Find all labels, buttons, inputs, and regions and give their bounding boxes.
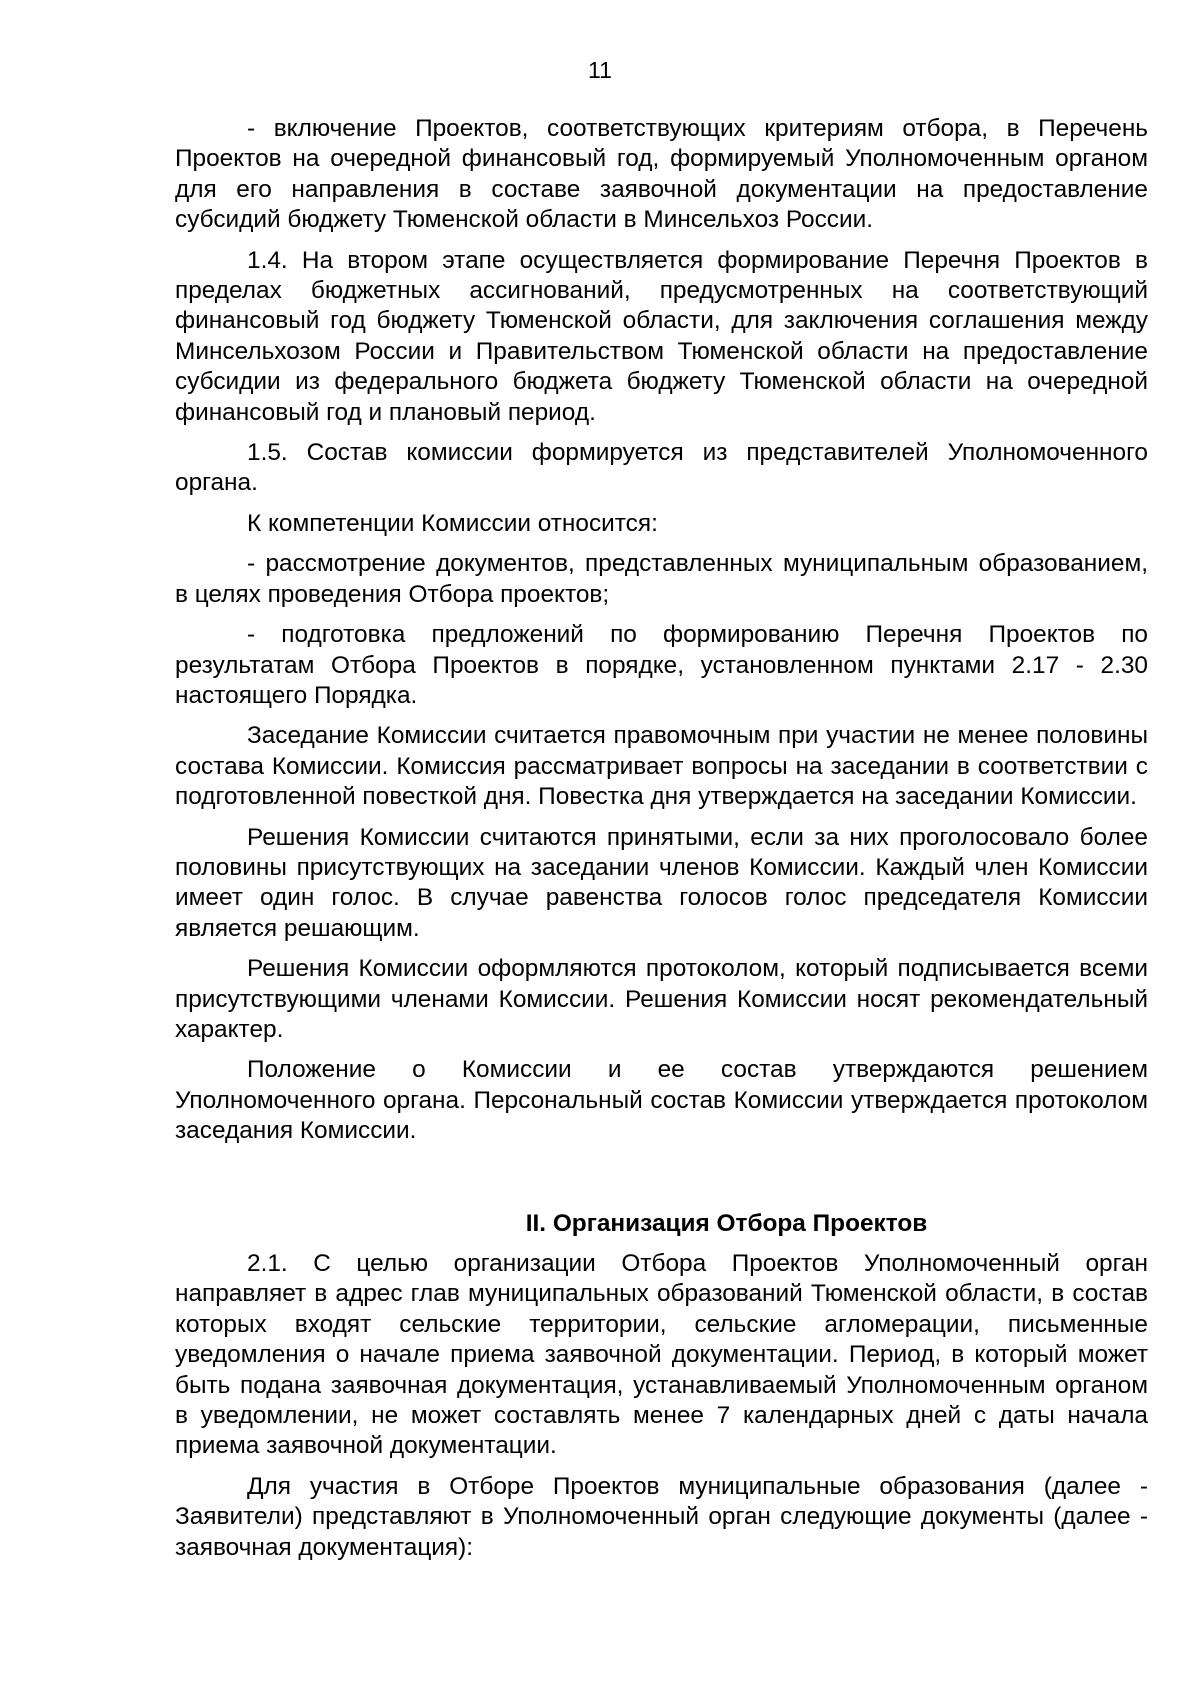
paragraph-quorum: Заседание Комиссии считается правомочным при участии не менее половины состава Комиссии. Комиссия рассматривает вопросы на заседании в соответствии с подготовленной повесткой дня. Повестка дня утверждается на заседании Комиссии. xyxy=(175,722,1148,811)
paragraph-commission-regulation: Положение о Комиссии и ее состав утверждаются решением Уполномоченного органа. Персональный состав Комиссии утверждается протоколом заседания Комиссии. xyxy=(175,1056,1148,1145)
paragraph-competence-intro: К компетенции Комиссии относится: xyxy=(247,509,658,537)
paragraph-competence-proposals: - подготовка предложений по формированию Перечня Проектов по результатам Отбора Проектов в порядке, установленном пунктами 2.17 - 2.30 настоящего Порядка. xyxy=(175,621,1148,709)
paragraph-2-1: 2.1. С целью организации Отбора Проектов Уполномоченный орган направляет в адрес глав муниципальных образований Тюменской области, в состав которых входят сельские территории, сельские агломерации, письменные уведомления о начале приема заявочной документации. Период, в который может быть подана заявочная документация, устанавливаемый Уполномоченным органом в уведомлении, не может составлять менее 7 календарных дней с даты начала приема заявочной документации. xyxy=(175,1250,1148,1460)
page-number: 11 xyxy=(588,57,612,83)
paragraph-competence-review: - рассмотрение документов, представленных муниципальным образованием, в целях проведения Отбора проектов; xyxy=(175,550,1148,608)
paragraph-1-5: 1.5. Состав комиссии формируется из представителей Уполномоченного органа. xyxy=(175,439,1148,497)
section-heading: II. Организация Отбора Проектов xyxy=(525,1209,928,1237)
paragraph-participation: Для участия в Отборе Проектов муниципальные образования (далее - Заявители) представляют в Уполномоченный орган следующие документы (далее - заявочная документация): xyxy=(175,1472,1148,1561)
paragraph-criteria-inclusion: - включение Проектов, соответствующих критериям отбора, в Перечень Проектов на очередной финансовый год, формируемый Уполномоченным органом для его направления в составе заявочной документации на предоставление субсидий бюджету Тюменской области в Минсельхоз России. xyxy=(175,115,1148,234)
paragraph-decisions-voting: Решения Комиссии считаются принятыми, если за них проголосовало более половины присутствующих на заседании членов Комиссии. Каждый член Комиссии имеет один голос. В случае равенства голосов голос председателя Комиссии является решающим. xyxy=(175,823,1148,942)
paragraph-1-4: 1.4. На втором этапе осуществляется формирование Перечня Проектов в пределах бюджетных ассигнований, предусмотренных на соответствующий финансовый год бюджету Тюменской области, для заключения соглашения между Минсельхозом России и Правительством Тюменской области на предоставление субсидии из федерального бюджета бюджету Тюменской области на очередной финансовый год и плановый период. xyxy=(175,246,1148,426)
document-body xyxy=(175,114,1148,1573)
paragraph-decisions-protocol: Решения Комиссии оформляются протоколом, который подписывается всеми присутствующими членами Комиссии. Решения Комиссии носят рекомендательный характер. xyxy=(175,955,1148,1043)
